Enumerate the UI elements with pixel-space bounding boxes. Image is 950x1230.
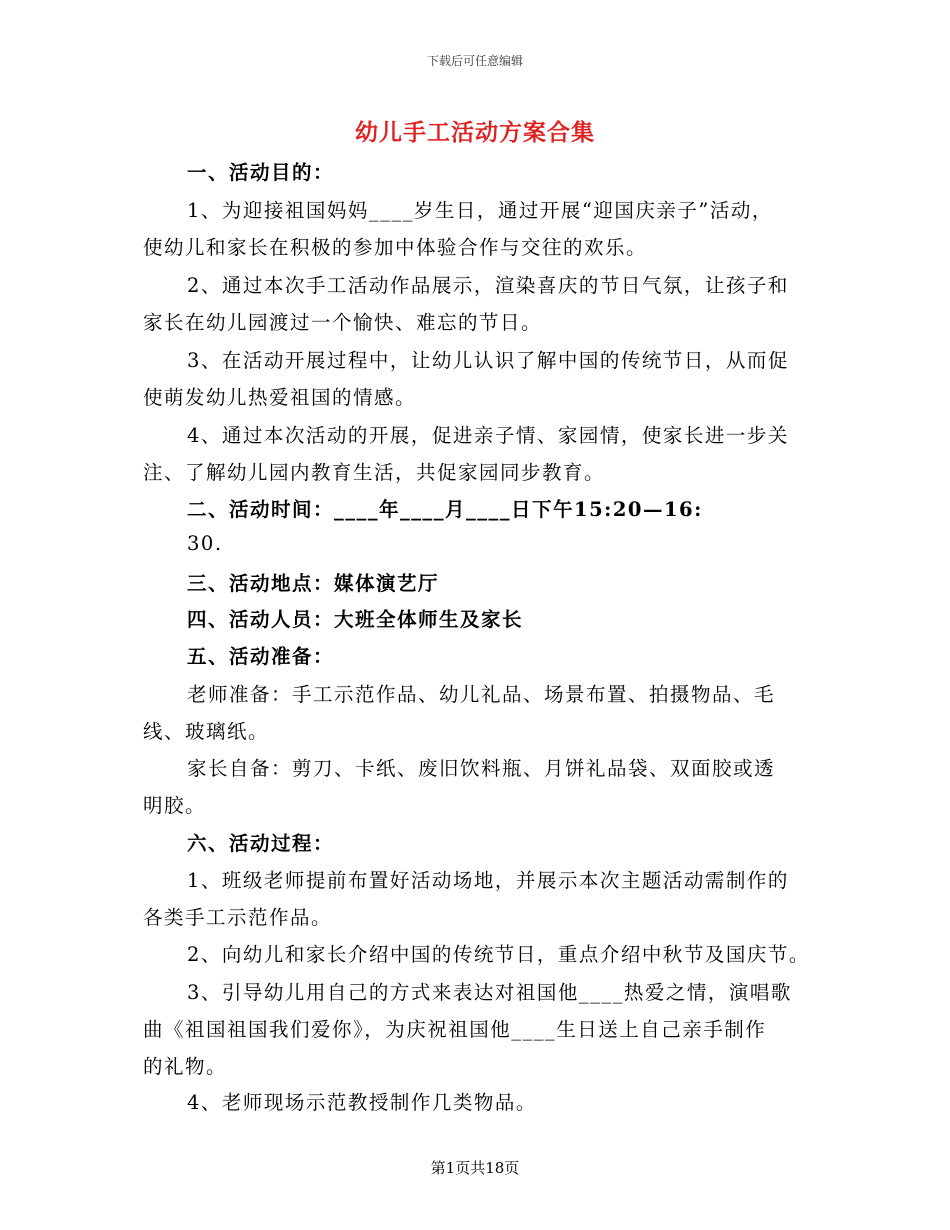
section-heading: 二、活动时间：____年____月____日下午15:20—16: [187, 498, 703, 521]
section-heading: 四、活动人员：大班全体师生及家长 [187, 608, 524, 631]
section-heading: 五、活动准备： [187, 645, 335, 668]
paragraph-line: 4、老师现场示范教授制作几类物品。 [187, 1091, 537, 1114]
paragraph-line: 30. [187, 532, 223, 555]
paragraph-line: 1、为迎接祖国妈妈____岁生日，通过开展“迎国庆亲子”活动， [187, 199, 773, 222]
section-heading: 六、活动过程： [187, 832, 335, 855]
paragraph-line: 1、班级老师提前布置好活动场地，并展示本次主题活动需制作的 [187, 869, 789, 892]
section-heading: 一、活动目的： [187, 161, 335, 184]
paragraph-line: 家长自备：剪刀、卡纸、废旧饮料瓶、月饼礼品袋、双面胶或透 [187, 757, 776, 780]
paragraph-line: 使萌发幼儿热爱祖国的情感。 [143, 386, 417, 409]
paragraph-line: 注、了解幼儿园内教育生活，共促家园同步教育。 [143, 461, 606, 484]
paragraph-line: 4、通过本次活动的开展，促进亲子情、家园情，使家长进一步关 [187, 424, 789, 447]
section-heading: 三、活动地点：媒体演艺厅 [187, 572, 440, 595]
page-number: 第1页共18页 [430, 1159, 520, 1177]
paragraph-line: 老师准备：手工示范作品、幼儿礼品、场景布置、拍摄物品、毛 [187, 683, 776, 706]
paragraph-line: 的礼物。 [143, 1055, 228, 1078]
paragraph-line: 线、玻璃纸。 [143, 720, 270, 743]
paragraph-line: 曲《祖国祖国我们爱你》，为庆祝祖国他____生日送上自己亲手制作 [143, 1018, 767, 1041]
paragraph-line: 各类手工示范作品。 [143, 906, 333, 929]
paragraph-line: 2、向幼儿和家长介绍中国的传统节日，重点介绍中秋节及国庆节。 [187, 943, 810, 966]
document-title: 幼儿手工活动方案合集 [355, 119, 595, 146]
paragraph-line: 家长在幼儿园渡过一个愉快、难忘的节日。 [143, 311, 543, 334]
paragraph-line: 明胶。 [143, 794, 207, 817]
page-header-note: 下载后可任意编辑 [426, 54, 523, 68]
paragraph-line: 3、引导幼儿用自己的方式来表达对祖国他____热爱之情，演唱歌 [187, 981, 792, 1004]
paragraph-line: 3、在活动开展过程中，让幼儿认识了解中国的传统节日，从而促 [187, 349, 789, 372]
paragraph-line: 2、通过本次手工活动作品展示，渲染喜庆的节日气氛，让孩子和 [187, 274, 789, 297]
paragraph-line: 使幼儿和家长在积极的参加中体验合作与交往的欢乐。 [143, 236, 648, 259]
